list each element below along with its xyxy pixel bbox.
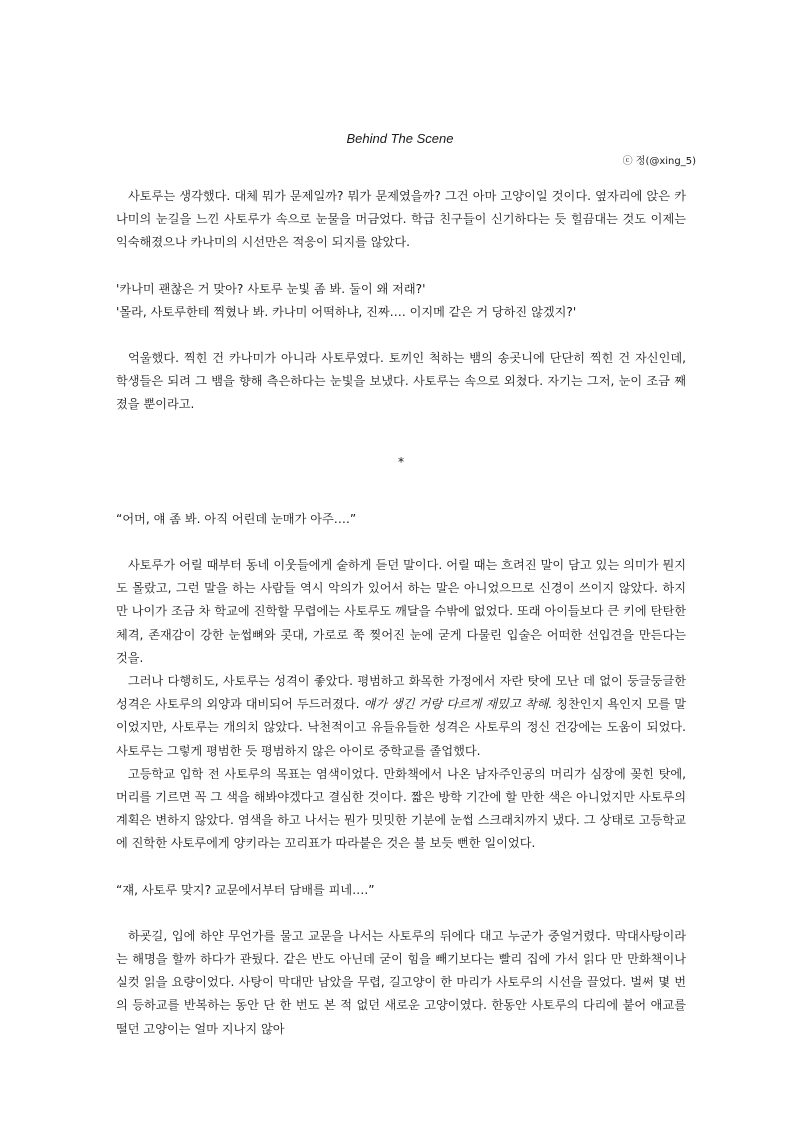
dialogue-line-4: “쟤, 사토루 맞지? 교문에서부터 담배를 피네….”: [116, 882, 375, 897]
paragraph-gap: [116, 531, 686, 554]
section-separator: *: [397, 454, 405, 469]
paragraph-5: 고등학교 입학 전 사토루의 목표는 염색이었다. 만화책에서 나온 남자주인공의 머리가 심장에 꽂힌 탓에, 머리를 기르면 꼭 그 색을 해봐야겠다고 결심한 것이다. 짧은 방학 기간에 할 만한 색은 아니었지만 사토루의 계획은 변하지 않았다. 염색을 하고 나서는 뭔가 밋밋한 기분에 눈썹 스크래치까지 냈다. 그 상태로 고등학교에 진학한 사토루에게 양키라는 꼬리표가 따라붙은 것은 불 보듯 뻔한 일이었다.: [116, 766, 686, 851]
paragraph-2: 억울했다. 찍힌 건 카나미가 아니라 사토루였다. 토끼인 척하는 뱀의 송곳니에 단단히 찍힌 건 자신인데, 학생들은 되려 그 뱀을 향해 측은하다는 눈빛을 보냈다. 사토루는 속으로 외쳤다. 자기는 그저, 눈이 조금 째졌을 뿐이라고.: [116, 351, 686, 412]
paragraph-gap: [116, 474, 686, 508]
paragraph-gap: [116, 417, 686, 451]
paragraph-gap: [116, 856, 686, 879]
dialogue-line-1: '카나미 괜찮은 거 맞아? 사토루 눈빛 좀 봐. 둘이 왜 저래?': [116, 281, 426, 296]
paragraph-6: 하굣길, 입에 하얀 무언가를 물고 교문을 나서는 사토루의 뒤에다 대고 누군가 중얼거렸다. 막대사탕이라는 해명을 할까 하다가 관뒀다. 같은 반도 아닌데 굳이 힘을 빼기보다는 빨리 집에 가서 읽다 만 만화책이나 실컷 읽을 요량이었다. 사탕이 막대만 남았을 무렵, 길고양이 한 마리가 사토루의 시선을 끌었다. 벌써 몇 번의 등하교를 반복하는 동안 단 한 번도 본 적 없던 새로운 고양이였다. 한동안 사토루의 다리에 붙어 애교를 떨던 고양이는 얼마 지나지 않아: [116, 928, 687, 1036]
dialogue-line-3: “어머, 얘 좀 봐. 아직 어린데 눈매가 아주….”: [116, 511, 357, 526]
paragraph-3: 사토루가 어릴 때부터 동네 이웃들에게 숱하게 듣던 말이다. 어릴 때는 흐려진 말이 담고 있는 의미가 뭔지도 몰랐고, 그런 말을 하는 사람들 역시 악의가 있어서 하는 말은 아니었으므로 신경이 쓰이지 않았다. 하지만 나이가 조금 차 학교에 진학할 무렵에는 사토루도 깨달을 수밖에 없었다. 또래 아이들보다 큰 키에 탄탄한 체격, 존재감이 강한 눈썹뼈와 콧대, 가로로 쭉 찢어진 눈에 굳게 다물린 입술은 어떠한 선입견을 만든다는 것을.: [116, 558, 686, 665]
paragraph-gap: [116, 255, 686, 278]
story-title: Behind The Scene: [346, 131, 454, 146]
paragraph-4-start: 그러나 다행히도, 사토루는 성격이 좋았다. 평범하고 화목한 가정에서 자란 탓에 모난 데 없이 둥글둥글한 성격은 사토루의 외양과 대비되어 두드러졌다.: [116, 674, 686, 712]
dialogue-line-2: '몰라, 사토루한테 찍혔나 봐. 카나미 어떡하냐, 진짜…. 이지메 같은 거 당하진 않겠지?': [116, 304, 577, 319]
author-byline: ⓒ 정(@xing_5): [622, 156, 696, 167]
paragraph-4-end: 칭찬인지 욕인지 모를 말이었지만, 사토루는 개의치 않았다. 낙천적이고 유들유들한 성격은 사토루의 정신 건강에는 도움이 되었다. 사토루는 그렇게 평범한 듯 평범하지 않은 아이로 중학교를 졸업했다.: [116, 697, 686, 758]
paragraph-4-italic-quote: 얘가 생긴 거랑 다르게 재밌고 착해.: [363, 697, 553, 712]
paragraph-gap: [116, 902, 686, 925]
story-body: [116, 185, 686, 1041]
paragraph-4: [116, 670, 686, 763]
paragraph-gap: [116, 324, 686, 347]
paragraph-1: 사토루는 생각했다. 대체 뭐가 문제일까? 뭐가 문제였을까? 그건 아마 고양이일 것이다. 옆자리에 앉은 카나미의 눈길을 느낀 사토루가 속으로 눈물을 머금었다. 학급 친구들이 신기하다는 듯 힐끔대는 것도 이제는 익숙해졌으나 카나미의 시선만은 적응이 되지를 않았다.: [116, 189, 686, 250]
